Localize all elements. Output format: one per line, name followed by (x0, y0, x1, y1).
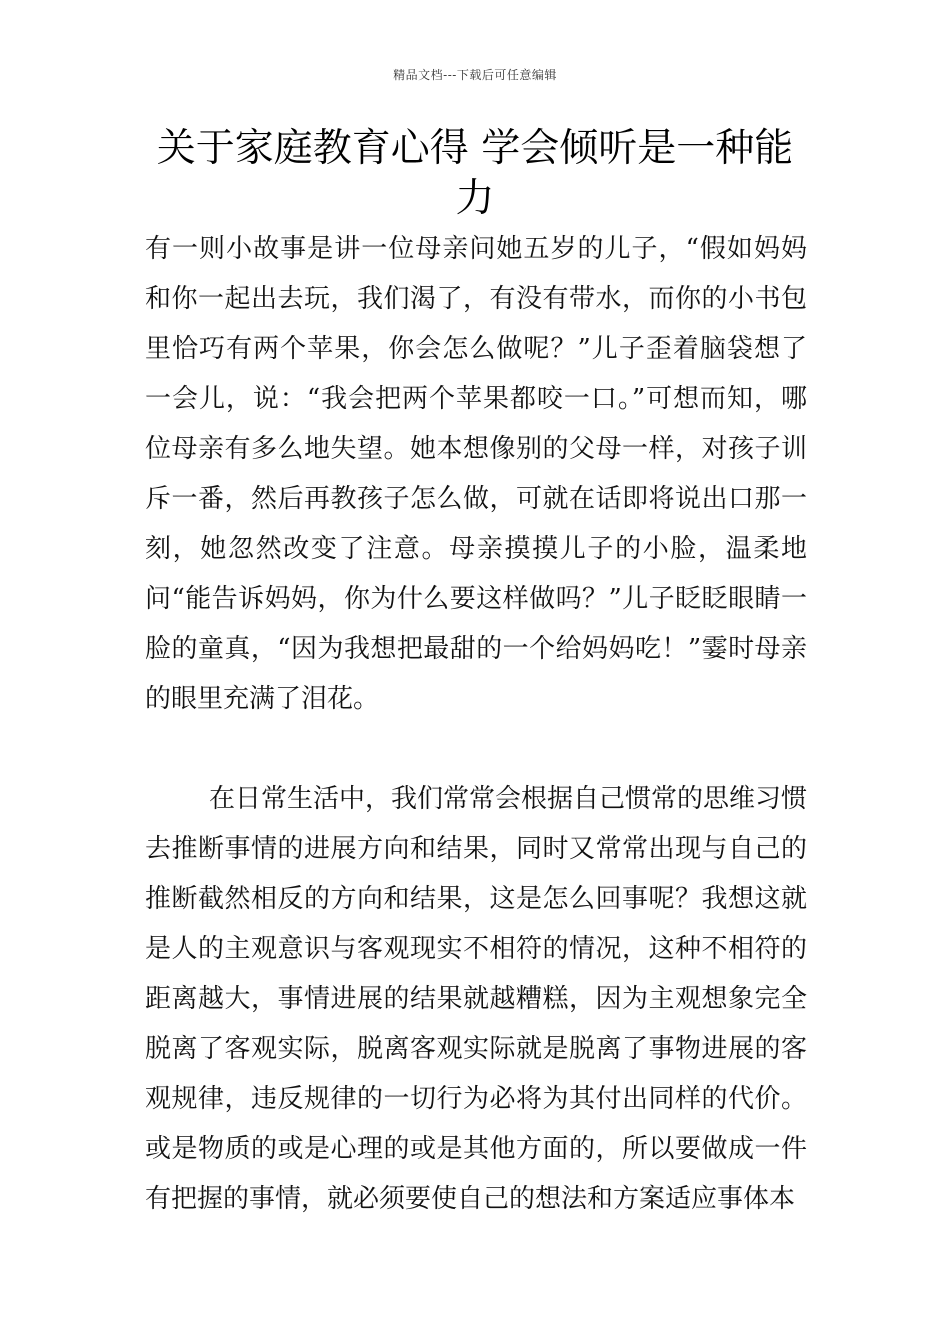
document-title: 关于家庭教育心得 学会倾听是一种能力 (156, 126, 794, 221)
paragraph-story: 有一则小故事是讲一位母亲问她五岁的儿子，“假如妈妈和你一起出去玩，我们渴了，有没有带水，而你的小书包里恰巧有两个苹果，你会怎么做呢？”儿子歪着脑袋想了一会儿，说：“我会把两个苹果都咬一口。”可想而知，哪位母亲有多么地失望。她本想像别的父母一样，对孩子训斥一番，然后再教孩子怎么做，可就在话即将说出口那一刻，她忽然改变了注意。母亲摸摸儿子的小脸，温柔地问“能告诉妈妈，你为什么要这样做吗？”儿子眨眨眼睛一脸的童真，“因为我想把最甜的一个给妈妈吃！”霎时母亲的眼里充满了泪花。 (145, 234, 807, 714)
paragraph-reflection: 在日常生活中，我们常常会根据自己惯常的思维习惯去推断事情的进展方向和结果，同时又常常出现与自己的推断截然相反的方向和结果，这是怎么回事呢？我想这就是人的主观意识与客观现实不相符的情况，这种不相符的距离越大，事情进展的结果就越糟糕，因为主观想象完全脱离了客观实际，脱离客观实际就是脱离了事物进展的客观规律，违反规律的一切行为必将为其付出同样的代价。或是物质的或是心理的或是其他方面的，所以要做成一件有把握的事情，就必须要使自己的想法和方案适应事体本 (145, 784, 808, 1214)
header-note: 精品文档---下载后可任意编辑 (393, 68, 557, 82)
